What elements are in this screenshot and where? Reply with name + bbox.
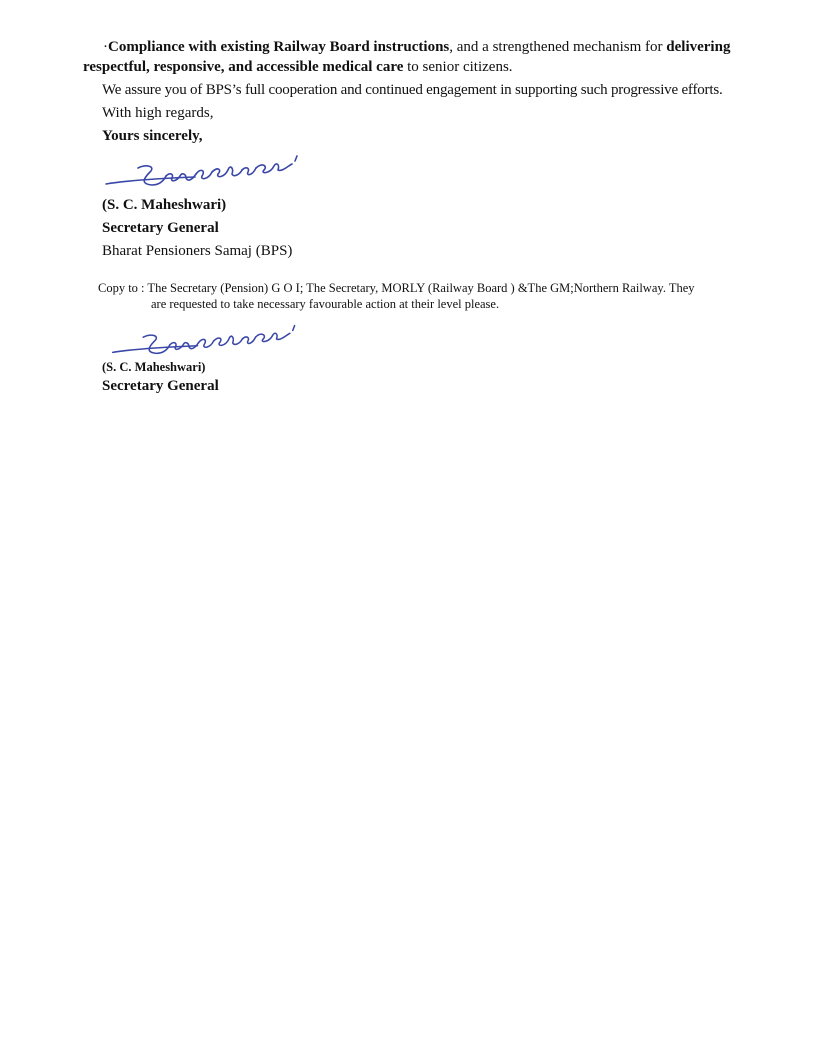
signatory-organization: Bharat Pensioners Samaj (BPS): [102, 243, 293, 259]
signatory-name: (S. C. Maheshwari): [102, 197, 227, 213]
copy-signatory-name: (S. C. Maheshwari): [102, 360, 206, 374]
regards-text: With high regards,: [102, 105, 214, 121]
assurance-paragraph: We assure you of BPS’s full cooperation and continued engagement in supporting such progressive efforts.: [102, 82, 723, 98]
bullet-mark: ·: [103, 39, 108, 55]
closing-text: Yours sincerely,: [102, 128, 203, 144]
copy-signatory-title: Secretary General: [102, 378, 219, 394]
compliance-text: , and a strengthened mechanism for: [449, 39, 667, 55]
compliance-line-1: [103, 38, 730, 56]
signatory-title: Secretary General: [102, 220, 219, 236]
delivering-bold-text: delivering: [666, 39, 731, 55]
senior-citizens-text: to senior citizens.: [403, 59, 513, 75]
signature-image: [100, 150, 310, 192]
signature-image: [104, 320, 310, 360]
copy-to-line-2: are requested to take necessary favourable action at their level please.: [151, 297, 500, 311]
compliance-line-2: [83, 58, 513, 76]
compliance-bold-text: Compliance with existing Railway Board instructions: [108, 39, 450, 55]
medical-care-bold-text: respectful, responsive, and accessible medical care: [83, 59, 404, 75]
copy-to-line-1: Copy to : The Secretary (Pension) G O I; The Secretary, MORLY (Railway Board ) &The GM;Northern Railway. They: [98, 281, 695, 295]
